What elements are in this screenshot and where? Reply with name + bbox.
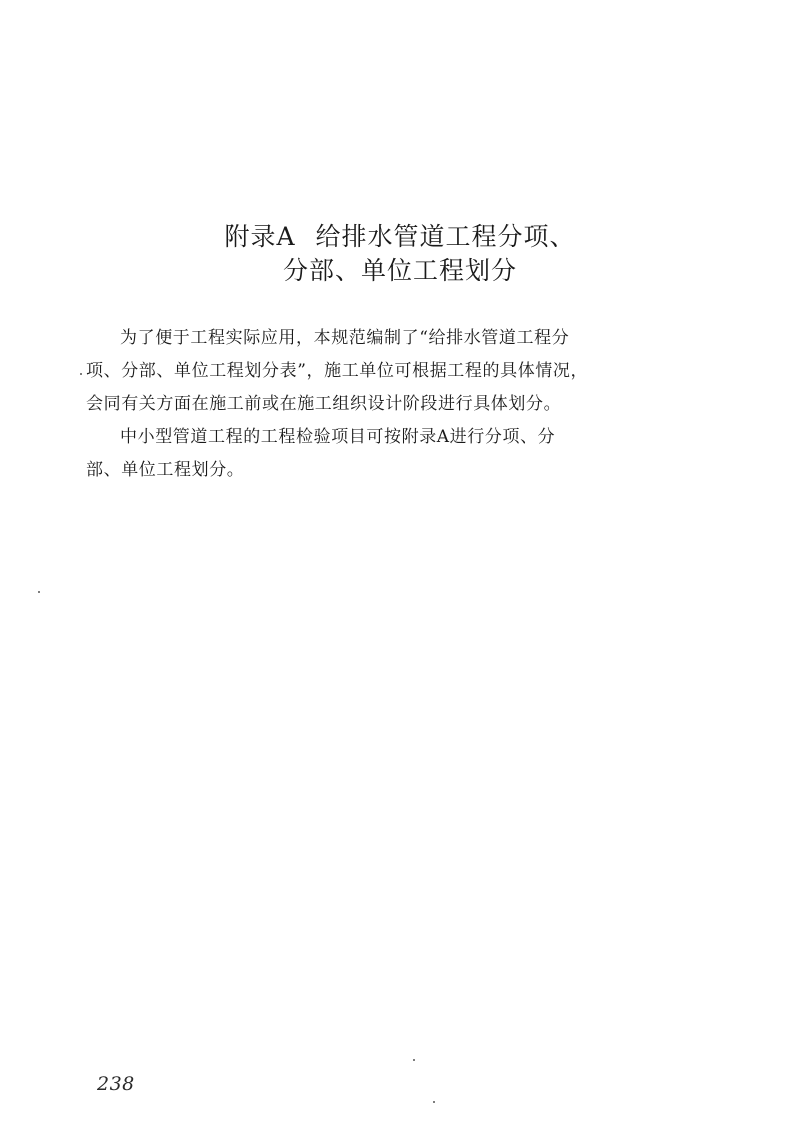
paragraph-1-line-2: 项、分部、单位工程划分表”，施工单位可根据工程的具体情况， <box>86 361 589 381</box>
paragraph-1-line-1: 为了便于工程实际应用，本规范编制了“给排水管道工程分 <box>120 328 570 348</box>
paragraph-2-line-1: 中小型管道工程的工程检验项目可按附录A进行分项、分 <box>120 427 556 447</box>
scan-speck <box>413 1059 415 1061</box>
appendix-title-line-2: 分部、单位工程划分 <box>282 256 517 285</box>
paragraph-1-line-3: 会同有关方面在施工前或在施工组织设计阶段进行具体划分。 <box>86 394 562 414</box>
page-number: 238 <box>97 1073 135 1095</box>
appendix-title-text: 给排水管道工程分项、 <box>315 222 576 251</box>
paragraph-1 <box>86 322 646 421</box>
scan-speck <box>80 373 82 375</box>
appendix-label: 附录A <box>224 222 296 251</box>
paragraph-2-line-2: 部、单位工程划分。 <box>86 460 245 480</box>
appendix-title-line-1 <box>0 224 800 249</box>
scan-speck <box>433 1101 435 1103</box>
paragraph-2 <box>86 421 646 487</box>
scan-speck <box>38 591 40 593</box>
